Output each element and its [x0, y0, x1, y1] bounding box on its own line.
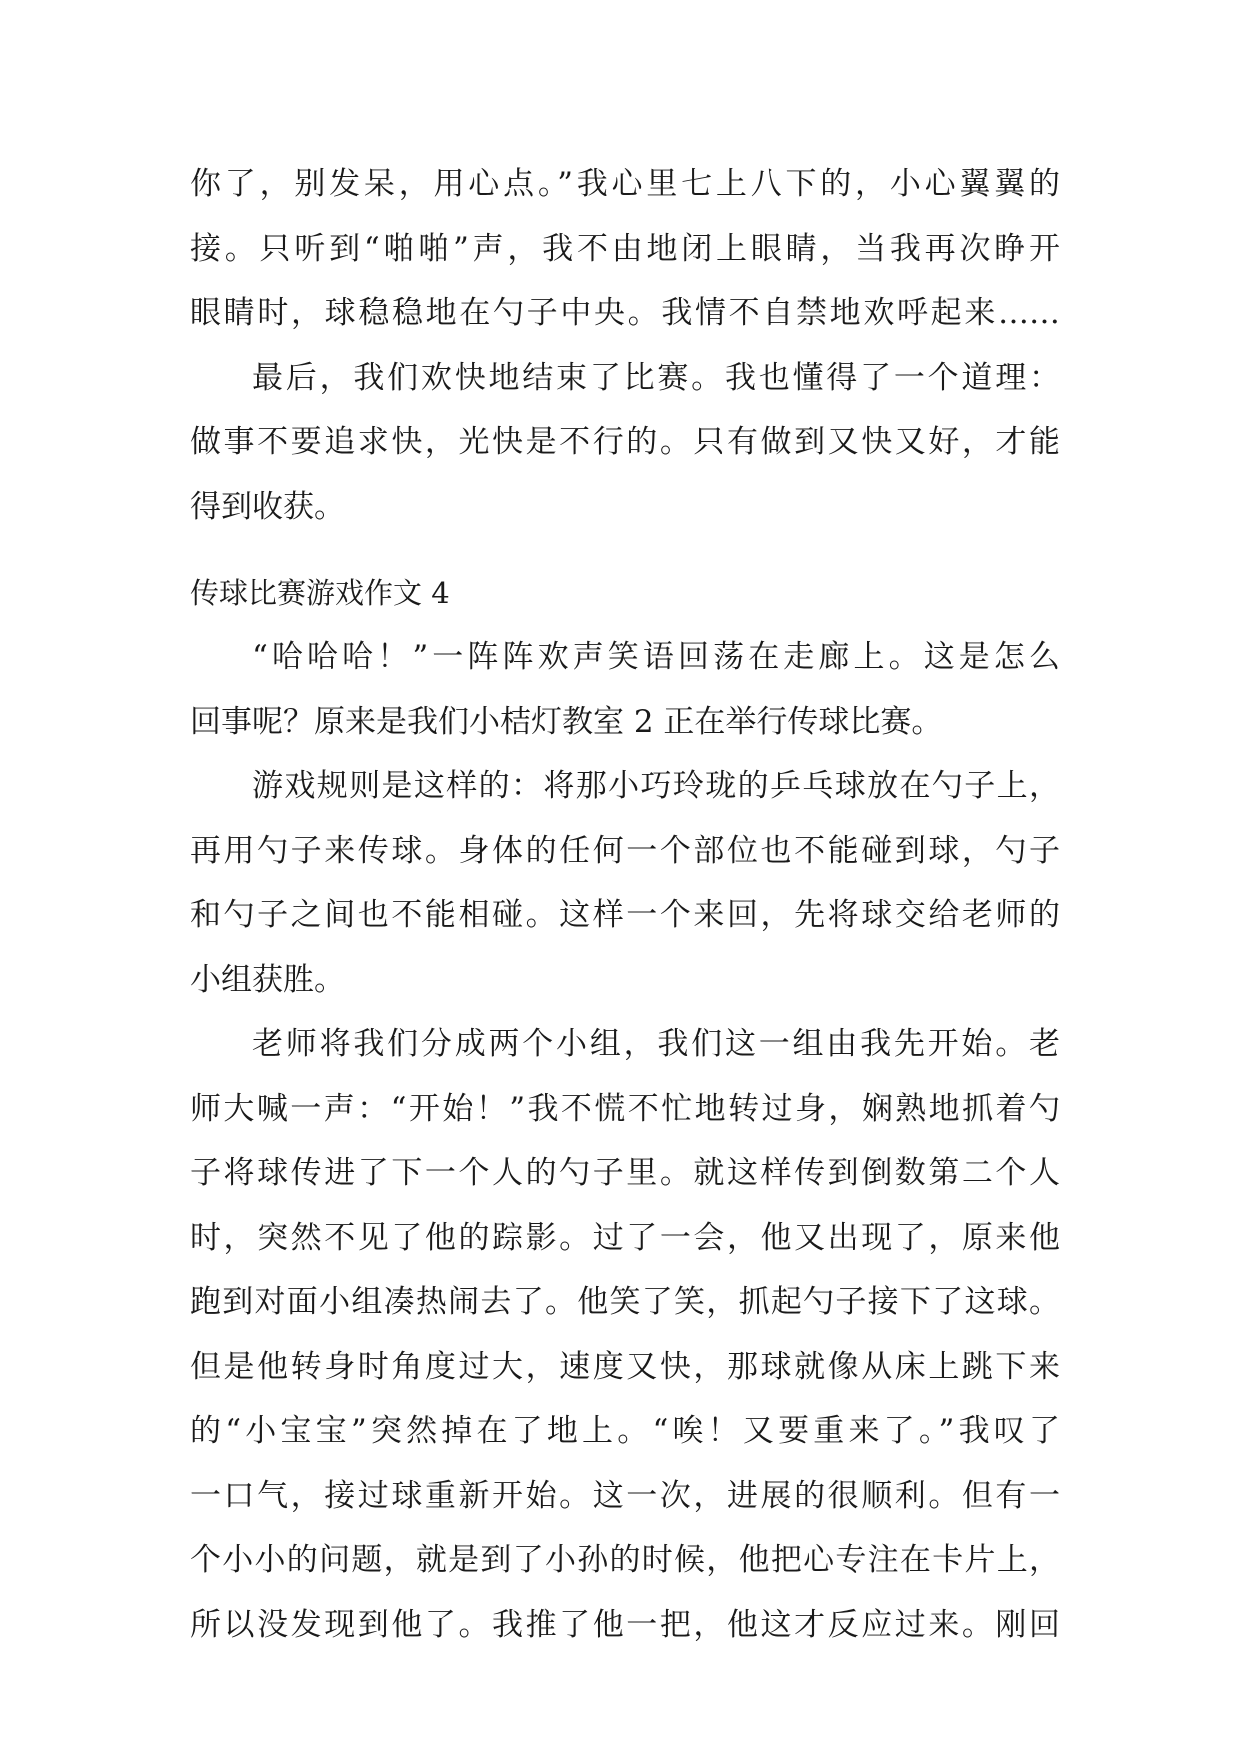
essay-continuation [190, 152, 1060, 539]
paragraph-line: 老师将我们分成两个小组，我们这一组由我先开始。老 [252, 1026, 1060, 1062]
paragraph-line: 得到收获。 [190, 488, 345, 525]
paragraph-line: 和勺子之间也不能相碰。这样一个来回，先将球交给老师的 [190, 897, 1060, 933]
paragraph-line: 子将球传进了下一个人的勺子里。就这样传到倒数第二个人 [190, 1155, 1060, 1191]
paragraph-line: 接。只听到“啪啪”声，我不由地闭上眼睛，当我再次睁开 [190, 230, 1060, 267]
paragraph-line: “哈哈哈！”一阵阵欢声笑语回荡在走廊上。这是怎么 [252, 639, 1060, 675]
paragraph-line: 但是他转身时角度过大，速度又快，那球就像从床上跳下来 [190, 1348, 1060, 1385]
paragraph-line: 你了，别发呆，用心点。”我心里七上八下的，小心翼翼的 [190, 166, 1060, 202]
paragraph-line: 一口气，接过球重新开始。这一次，进展的很顺利。但有一 [190, 1477, 1060, 1514]
paragraph-line: 最后，我们欢快地结束了比赛。我也懂得了一个道理： [252, 359, 1060, 396]
paragraph-line: 师大喊一声：“开始！”我不慌不忙地转过身，娴熟地抓着勺 [190, 1090, 1060, 1127]
paragraph-line: 跑到对面小组凑热闹去了。他笑了笑，抓起勺子接下了这球。 [190, 1284, 1060, 1320]
paragraph-line: 个小小的问题，就是到了小孙的时候，他把心专注在卡片上， [190, 1542, 1060, 1578]
paragraph-line: 眼睛时，球稳稳地在勺子中央。我情不自禁地欢呼起来…… [190, 295, 1060, 331]
paragraph-line: 的“小宝宝”突然掉在了地上。“唉！又要重来了。”我叹了 [190, 1413, 1060, 1449]
paragraph-line: 所以没发现到他了。我推了他一把，他这才反应过来。刚回 [190, 1606, 1060, 1643]
essay-title: 传球比赛游戏作文 4 [190, 576, 450, 610]
paragraph-line: 时，突然不见了他的踪影。过了一会，他又出现了，原来他 [190, 1219, 1060, 1256]
paragraph-line: 再用勺子来传球。身体的任何一个部位也不能碰到球，勺子 [190, 832, 1060, 869]
essay-body [190, 625, 1060, 1657]
paragraph-line: 做事不要追求快，光快是不行的。只有做到又快又好，才能 [190, 424, 1060, 460]
paragraph-line: 游戏规则是这样的：将那小巧玲珑的乒乓球放在勺子上， [252, 768, 1060, 804]
paragraph-line: 回事呢？原来是我们小桔灯教室 2 正在举行传球比赛。 [190, 703, 943, 740]
paragraph-line: 小组获胜。 [190, 961, 345, 998]
